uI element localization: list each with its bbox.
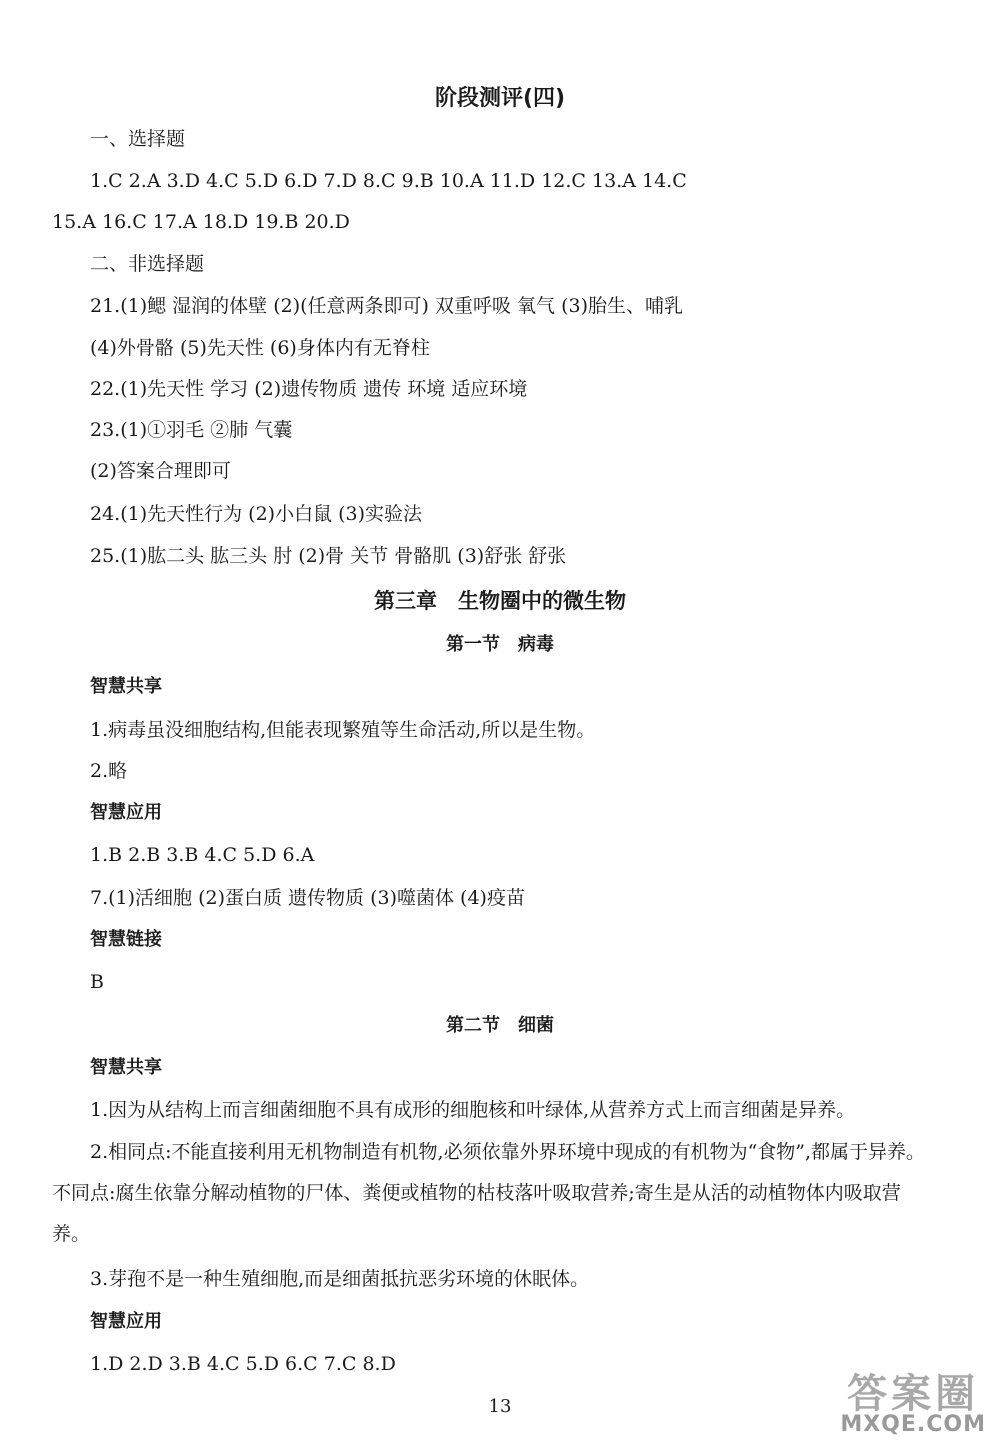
mc-answers-line2: 15.A 16.C 17.A 18.D 19.B 20.D (52, 211, 350, 233)
section2-share-answer1: 1.因为从结构上而言细菌细胞不具有成形的细胞核和叶绿体,从营养方式上而言细菌是异养。 (90, 1099, 856, 1121)
chapter-title: 第三章 生物圈中的微生物 (374, 589, 626, 613)
section1-share-heading: 智慧共享 (90, 676, 162, 697)
section2-apply-heading: 智慧应用 (90, 1311, 162, 1332)
section1-link-heading: 智慧链接 (90, 929, 162, 950)
section1-share-answer2: 2.略 (90, 760, 128, 782)
section1-apply-heading: 智慧应用 (90, 802, 162, 823)
section1-apply-answers: 1.B 2.B 3.B 4.C 5.D 6.A (90, 844, 315, 866)
watermark-url: MXQE.COM (840, 1412, 986, 1437)
q21-answer-line1: 21.(1)鳃 湿润的体壁 (2)(任意两条即可) 双重呼吸 氧气 (3)胎生、哺乳 (90, 295, 683, 317)
watermark (840, 1371, 986, 1437)
q24-answer: 24.(1)先天性行为 (2)小白鼠 (3)实验法 (90, 503, 423, 525)
stage-title: 阶段测评(四) (434, 86, 566, 111)
section2-share-answer3: 3.芽孢不是一种生殖细胞,而是细菌抵抗恶劣环境的休眠体。 (90, 1268, 590, 1290)
section1-share-answer1: 1.病毒虽没细胞结构,但能表现繁殖等生命活动,所以是生物。 (90, 719, 596, 741)
section2-share-answer2: 2.相同点:不能直接利用无机物制造有机物,必须依靠外界环境中现成的有机物为“食物”,都属于异养。不同点:腐生依靠分解动植物的尸体、粪便或植物的枯枝落叶吸取营养;寄生是从活的动植物体内吸取营养。 (52, 1141, 926, 1245)
section1-apply-q7: 7.(1)活细胞 (2)蛋白质 遗传物质 (3)噬菌体 (4)疫苗 (90, 887, 525, 909)
watermark-logo: 答案圈 (847, 1371, 980, 1417)
q25-answer: 25.(1)肱二头 肱三头 肘 (2)骨 关节 骨骼肌 (3)舒张 舒张 (90, 545, 567, 567)
mc-answers-line1: 1.C 2.A 3.D 4.C 5.D 6.D 7.D 8.C 9.B 10.A 11.D 12.C 13.A 14.C (90, 170, 687, 192)
section1-link-answer: B (90, 971, 104, 993)
section2-title: 第二节 细菌 (446, 1015, 554, 1036)
q23-answer-line1: 23.(1)①羽毛 ②肺 气囊 (90, 419, 293, 441)
q22-answer: 22.(1)先天性 学习 (2)遗传物质 遗传 环境 适应环境 (90, 378, 528, 400)
section1-title: 第一节 病毒 (446, 634, 554, 655)
q23-answer-line2: (2)答案合理即可 (90, 460, 231, 482)
page-number: 13 (488, 1396, 512, 1417)
part1-heading: 一、选择题 (90, 128, 186, 150)
section2-apply-answers: 1.D 2.D 3.B 4.C 5.D 6.C 7.C 8.D (90, 1353, 396, 1375)
section2-share-heading: 智慧共享 (90, 1057, 162, 1078)
part2-heading: 二、非选择题 (90, 253, 205, 275)
q21-answer-line2: (4)外骨骼 (5)先天性 (6)身体内有无脊柱 (90, 337, 430, 359)
